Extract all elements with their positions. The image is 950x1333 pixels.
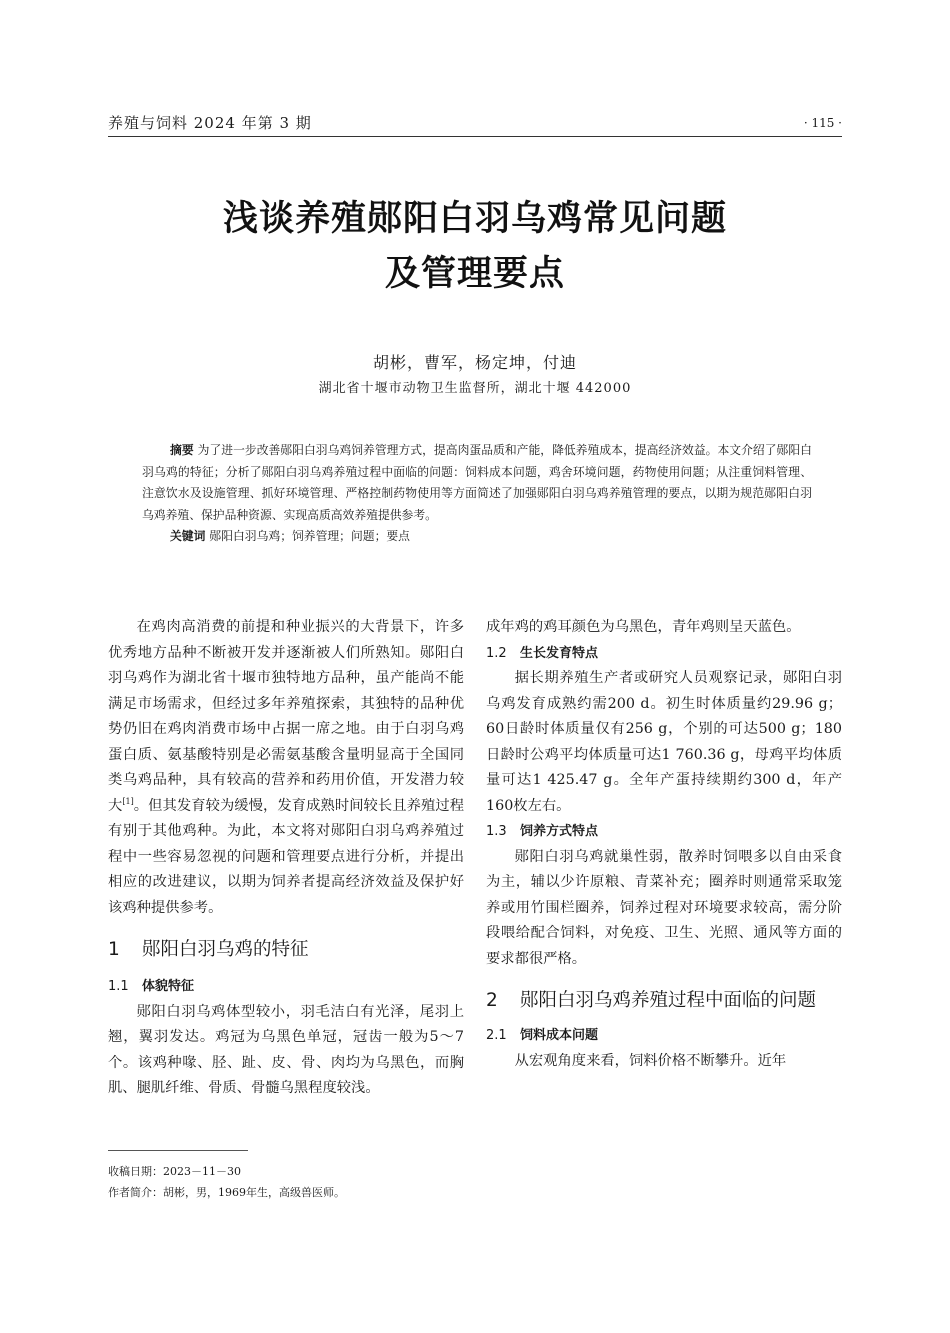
keywords-text: 郧阳白羽乌鸡；饲养管理；问题；要点: [209, 529, 410, 543]
section-title: 郧阳白羽乌鸡养殖过程中面临的问题: [520, 990, 817, 1011]
abstract-block: [142, 440, 812, 548]
citation-ref: [1]: [122, 796, 134, 806]
section-1-3-paragraph: 郧阳白羽乌鸡就巢性弱，散养时饲喂多以自由采食为主，辅以少许原粮、青菜补充；圈养时则通常采取笼养或用竹围栏圈养，饲养过程对环境要求较高，需分阶段喂给配合饲料，对免疫、卫生、光照、通风等方面的要求都很严格。: [486, 848, 842, 967]
right-column: [486, 615, 842, 1074]
section-number: 2: [486, 990, 498, 1011]
section-1-3-heading: [486, 819, 842, 845]
section-number: 1: [108, 939, 120, 960]
section-1-2-paragraph: 据长期养殖生产者或研究人员观察记录，郧阳白羽乌鸡发育成熟约需200 d。初生时体质量约29.96 g；60日龄时体质量仅有256 g，个别的可达500 g；180日龄时公鸡平均体质量可达1 760.36 g，母鸡平均体质量可达1 425.47 g。全年产蛋持续期约300 d，年产160枚左右。: [486, 670, 842, 814]
title-line-1: 浅谈养殖郧阳白羽乌鸡常见问题: [222, 199, 727, 239]
footnote-divider: [108, 1150, 248, 1151]
intro-text: 在鸡肉高消费的前提和种业振兴的大背景下，许多优秀地方品种不断被开发并逐渐被人们所熟知。郧阳白羽乌鸡作为湖北省十堰市独特地方品种，虽产能尚不能满足市场需求，但经过多年养殖探索，其独特的品种优势仍旧在鸡肉消费市场中占据一席之地。由于白羽乌鸡蛋白质、氨基酸特别是必需氨基酸含量明显高于全国同类乌鸡品种，具有较高的营养和药用价值，开发潜力较大: [108, 619, 464, 814]
title-line-2: 及管理要点: [384, 254, 565, 294]
section-2-heading: [486, 986, 842, 1015]
left-column: [108, 615, 464, 1102]
received-date: 收稿日期：2023－11－30: [108, 1165, 241, 1178]
section-2-1-heading: [486, 1023, 842, 1049]
running-header: [108, 110, 842, 137]
journal-issue: 养殖与饲料 2024 年第 3 期: [108, 114, 312, 132]
page-number: · 115 ·: [803, 116, 842, 130]
footnotes: [108, 1150, 464, 1203]
subsection-title: 体貌特征: [142, 979, 195, 994]
section-1-2-heading: [486, 641, 842, 667]
author-bio: 作者简介：胡彬，男，1969年生，高级兽医师。: [108, 1186, 345, 1199]
intro-text-cont: 。但其发育较为缓慢，发育成熟时间较长且养殖过程有别于其他鸡种。为此，本文将对郧阳白羽乌鸡养殖过程中一些容易忽视的问题和管理要点进行分析，并提出相应的改进建议，以期为饲养者提高经济效益及保护好该鸡种提供参考。: [108, 797, 465, 916]
subsection-title: 饲养方式特点: [520, 824, 599, 839]
section-1-1-paragraph: 郧阳白羽乌鸡体型较小，羽毛洁白有光泽，尾羽上翘，翼羽发达。鸡冠为乌黑色单冠，冠齿一般为5～7个。该鸡种喙、胫、趾、皮、骨、肉均为乌黑色，而胸肌、腿肌纤维、骨质、骨髓乌黑程度较浅。: [108, 1003, 464, 1096]
abstract-paragraph: [142, 440, 812, 526]
section-2-1-paragraph: 从宏观角度来看，饲料价格不断攀升。近年: [514, 1052, 787, 1069]
intro-paragraph: [108, 615, 464, 921]
subsection-number: 2.1: [486, 1028, 507, 1043]
author-list: 胡彬，曹军，杨定坤，付迪: [372, 353, 577, 372]
article-title: [0, 192, 950, 302]
subsection-title: 饲料成本问题: [520, 1028, 599, 1043]
keywords-line: [142, 526, 812, 548]
abstract-label: 摘要: [170, 443, 194, 457]
abstract-text: 为了进一步改善郧阳白羽乌鸡饲养管理方式，提高肉蛋品质和产能，降低养殖成本，提高经济效益。本文介绍了郧阳白羽乌鸡的特征；分析了郧阳白羽乌鸡养殖过程中面临的问题：饲料成本问题，鸡舍环境问题，药物使用问题；从注重饲料管理、注意饮水及设施管理、抓好环境管理、严格控制药物使用等方面简述了加强郧阳白羽乌鸡养殖管理的要点，以期为规范郧阳白羽乌鸡养殖、保护品种资源、实现高质高效养殖提供参考。: [142, 443, 812, 522]
subsection-number: 1.2: [486, 645, 507, 661]
keywords-label: 关键词: [170, 529, 206, 543]
subsection-title: 生长发育特点: [520, 645, 599, 661]
affiliation: 湖北省十堰市动物卫生监督所，湖北十堰 442000: [318, 381, 632, 396]
subsection-number: 1.1: [108, 979, 129, 994]
section-1-heading: [108, 935, 464, 964]
section-title: 郧阳白羽乌鸡的特征: [142, 939, 309, 960]
continued-paragraph: 成年鸡的鸡耳颜色为乌黑色，青年鸡则呈天蓝色。: [486, 619, 801, 635]
subsection-number: 1.3: [486, 824, 507, 839]
section-1-1-heading: [108, 974, 464, 1000]
